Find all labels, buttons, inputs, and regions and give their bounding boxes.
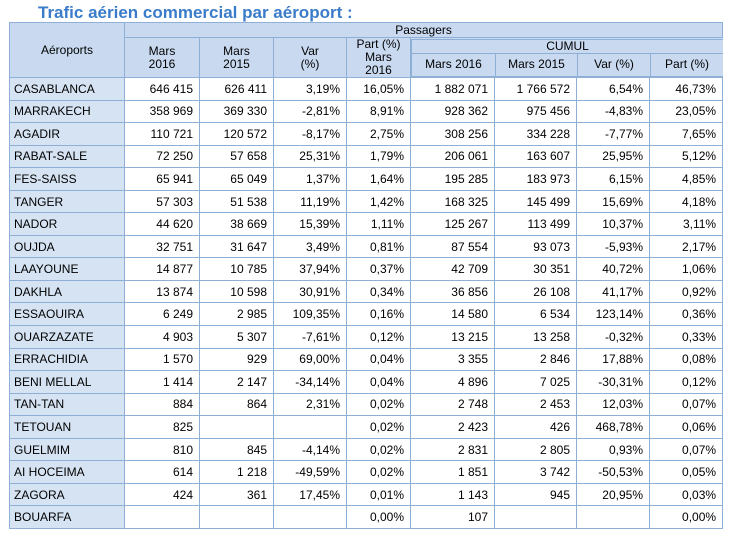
cumul-mars2015-cell (495, 506, 577, 529)
var-cell: -49,59% (274, 461, 347, 484)
airport-cell: ESSAOUIRA (10, 303, 125, 326)
cumul-var-cell: 123,14% (577, 303, 650, 326)
cumul-mars2016-cell: 107 (411, 506, 495, 529)
mars2015-cell: 864 (200, 393, 274, 416)
table-row (10, 483, 723, 506)
airport-cell: AGADIR (10, 123, 125, 146)
cumul-var-cell: 468,78% (577, 416, 650, 439)
part-cell: 0,81% (347, 235, 411, 258)
cumul-part-cell: 4,18% (650, 190, 723, 213)
table-header (10, 23, 723, 78)
airport-cell: OUJDA (10, 235, 125, 258)
cumul-part-cell: 5,12% (650, 145, 723, 168)
cumul-mars2016-cell: 3 355 (411, 348, 495, 371)
cumul-part-cell: 3,11% (650, 213, 723, 236)
cumul-mars2016-cell: 195 285 (411, 168, 495, 191)
mars2016-cell: 810 (125, 438, 200, 461)
cumul-var-cell: -50,53% (577, 461, 650, 484)
table-body (10, 78, 723, 529)
mars2016-cell: 825 (125, 416, 200, 439)
cumul-mars2015-cell: 7 025 (495, 371, 577, 394)
var-header (274, 38, 347, 78)
table-row (10, 123, 723, 146)
mars2016-cell: 424 (125, 483, 200, 506)
table-row (10, 100, 723, 123)
part-cell: 2,75% (347, 123, 411, 146)
mars2016-cell: 1 414 (125, 371, 200, 394)
var-cell: 1,37% (274, 168, 347, 191)
part-cell: 0,34% (347, 280, 411, 303)
part-cell: 1,64% (347, 168, 411, 191)
part-cell: 0,12% (347, 326, 411, 349)
table-row (10, 213, 723, 236)
mars2016-cell: 110 721 (125, 123, 200, 146)
cumul-part-cell: 4,85% (650, 168, 723, 191)
airport-cell: FES-SAISS (10, 168, 125, 191)
var-cell: -2,81% (274, 100, 347, 123)
cumul-part-cell: 0,12% (650, 371, 723, 394)
part-cell: 8,91% (347, 100, 411, 123)
cumul-mars2015-header: Mars 2015 (496, 53, 578, 76)
cumul-mars2015-cell: 30 351 (495, 258, 577, 281)
mars2016-header-line2: 2016 (148, 56, 176, 71)
cumul-part-header: Part (%) (651, 53, 723, 76)
mars2016-cell (125, 506, 200, 529)
table-row (10, 190, 723, 213)
cumul-part-cell: 0,00% (650, 506, 723, 529)
var-cell: 3,49% (274, 235, 347, 258)
airport-cell: AI HOCEIMA (10, 461, 125, 484)
airport-cell: LAAYOUNE (10, 258, 125, 281)
var-cell (274, 506, 347, 529)
cumul-mars2016-cell: 14 580 (411, 303, 495, 326)
table-row (10, 438, 723, 461)
cumul-mars2015-cell: 334 228 (495, 123, 577, 146)
cumul-mars2016-cell: 36 856 (411, 280, 495, 303)
cumul-var-cell: -30,31% (577, 371, 650, 394)
cumul-part-cell: 0,05% (650, 461, 723, 484)
cumul-var-cell: 20,95% (577, 483, 650, 506)
table-row (10, 78, 723, 101)
var-cell: 69,00% (274, 348, 347, 371)
cumul-var-cell: 41,17% (577, 280, 650, 303)
cumul-mars2015-cell: 3 742 (495, 461, 577, 484)
airport-cell: GUELMIM (10, 438, 125, 461)
mars2015-cell: 120 572 (200, 123, 274, 146)
part-cell: 1,11% (347, 213, 411, 236)
mars2015-cell (200, 416, 274, 439)
mars2015-cell: 10 785 (200, 258, 274, 281)
mars2016-header (125, 38, 200, 78)
cumul-part-cell: 46,73% (650, 78, 723, 101)
mars2015-cell: 369 330 (200, 100, 274, 123)
var-cell: 30,91% (274, 280, 347, 303)
mars2015-cell: 2 985 (200, 303, 274, 326)
mars2015-cell: 38 669 (200, 213, 274, 236)
mars2016-cell: 614 (125, 461, 200, 484)
cumul-var-cell (577, 506, 650, 529)
mars2016-cell: 32 751 (125, 235, 200, 258)
cumul-part-cell: 0,92% (650, 280, 723, 303)
table-row (10, 145, 723, 168)
cumul-mars2016-cell: 4 896 (411, 371, 495, 394)
cumul-var-cell: 17,88% (577, 348, 650, 371)
part-cell: 1,79% (347, 145, 411, 168)
cumul-part-cell: 0,33% (650, 326, 723, 349)
cumul-mars2015-cell: 13 258 (495, 326, 577, 349)
mars2015-header (200, 38, 274, 78)
mars2016-cell: 13 874 (125, 280, 200, 303)
cumul-header-block (411, 38, 723, 78)
var-cell: -7,61% (274, 326, 347, 349)
part-header-line3: 2016 (365, 63, 392, 77)
var-cell: 25,31% (274, 145, 347, 168)
cumul-mars2016-cell: 13 215 (411, 326, 495, 349)
mars2016-cell: 57 303 (125, 190, 200, 213)
var-cell: -8,17% (274, 123, 347, 146)
mars2015-header-line1: Mars (223, 43, 250, 58)
cumul-mars2016-cell: 168 325 (411, 190, 495, 213)
var-header-line2: (%) (300, 56, 320, 71)
part-cell: 0,00% (347, 506, 411, 529)
part-header (347, 38, 411, 78)
cumul-var-cell: -5,93% (577, 235, 650, 258)
mars2015-cell: 361 (200, 483, 274, 506)
cumul-mars2016-cell: 1 851 (411, 461, 495, 484)
mars2015-cell: 5 307 (200, 326, 274, 349)
cumul-mars2016-cell: 87 554 (411, 235, 495, 258)
cumul-header: CUMUL (412, 39, 723, 53)
var-cell: 17,45% (274, 483, 347, 506)
cumul-mars2015-cell: 1 766 572 (495, 78, 577, 101)
var-cell: 109,35% (274, 303, 347, 326)
cumul-var-cell: -4,83% (577, 100, 650, 123)
cumul-mars2015-cell: 145 499 (495, 190, 577, 213)
mars2016-cell: 884 (125, 393, 200, 416)
airport-cell: DAKHLA (10, 280, 125, 303)
airport-cell: ERRACHIDIA (10, 348, 125, 371)
mars2015-cell: 31 647 (200, 235, 274, 258)
mars2016-cell: 72 250 (125, 145, 200, 168)
cumul-mars2015-cell: 426 (495, 416, 577, 439)
cumul-mars2015-cell: 975 456 (495, 100, 577, 123)
cumul-mars2016-cell: 308 256 (411, 123, 495, 146)
mars2015-cell: 929 (200, 348, 274, 371)
page-title: Trafic aérien commercial par aéroport : (38, 3, 353, 22)
airport-cell: TAN-TAN (10, 393, 125, 416)
cumul-mars2015-cell: 93 073 (495, 235, 577, 258)
mars2015-cell: 65 049 (200, 168, 274, 191)
cumul-part-cell: 2,17% (650, 235, 723, 258)
mars2016-cell: 14 877 (125, 258, 200, 281)
mars2015-cell: 2 147 (200, 371, 274, 394)
var-cell: 2,31% (274, 393, 347, 416)
var-cell: 15,39% (274, 213, 347, 236)
table-row (10, 235, 723, 258)
table-row (10, 280, 723, 303)
table-row (10, 258, 723, 281)
cumul-var-cell: 6,54% (577, 78, 650, 101)
var-cell (274, 416, 347, 439)
mars2015-cell: 10 598 (200, 280, 274, 303)
cumul-part-cell: 0,36% (650, 303, 723, 326)
cumul-mars2015-cell: 2 453 (495, 393, 577, 416)
part-cell: 0,04% (347, 371, 411, 394)
mars2015-cell: 57 658 (200, 145, 274, 168)
cumul-var-cell: 40,72% (577, 258, 650, 281)
cumul-part-cell: 0,07% (650, 438, 723, 461)
airport-cell: BOUARFA (10, 506, 125, 529)
mars2016-cell: 65 941 (125, 168, 200, 191)
cumul-part-cell: 7,65% (650, 123, 723, 146)
part-cell: 0,04% (347, 348, 411, 371)
mars2015-header-line2: 2015 (223, 56, 250, 71)
cumul-mars2015-cell: 113 499 (495, 213, 577, 236)
mars2015-cell: 1 218 (200, 461, 274, 484)
var-cell: -4,14% (274, 438, 347, 461)
cumul-var-cell: 12,03% (577, 393, 650, 416)
cumul-subtable (411, 39, 723, 77)
cumul-var-cell: 0,93% (577, 438, 650, 461)
part-header-line2: Mars (365, 50, 392, 64)
airport-cell: RABAT-SALE (10, 145, 125, 168)
table-row (10, 326, 723, 349)
cumul-mars2015-cell: 6 534 (495, 303, 577, 326)
cumul-var-cell: -0,32% (577, 326, 650, 349)
traffic-table (9, 22, 723, 529)
mars2015-cell: 51 538 (200, 190, 274, 213)
mars2016-cell: 358 969 (125, 100, 200, 123)
part-cell: 0,01% (347, 483, 411, 506)
part-cell: 16,05% (347, 78, 411, 101)
mars2016-cell: 6 249 (125, 303, 200, 326)
cumul-part-cell: 0,03% (650, 483, 723, 506)
mars2016-cell: 646 415 (125, 78, 200, 101)
airport-cell: OUARZAZATE (10, 326, 125, 349)
table-row (10, 506, 723, 529)
cumul-mars2016-cell: 1 882 071 (411, 78, 495, 101)
airports-header: Aéroports (10, 23, 125, 78)
table-row (10, 303, 723, 326)
part-cell: 1,42% (347, 190, 411, 213)
cumul-mars2015-cell: 2 846 (495, 348, 577, 371)
cumul-var-cell: 6,15% (577, 168, 650, 191)
cumul-var-cell: 15,69% (577, 190, 650, 213)
mars2015-cell: 845 (200, 438, 274, 461)
airport-cell: TANGER (10, 190, 125, 213)
cumul-mars2016-cell: 1 143 (411, 483, 495, 506)
cumul-mars2016-cell: 206 061 (411, 145, 495, 168)
mars2016-cell: 1 570 (125, 348, 200, 371)
cumul-part-cell: 1,06% (650, 258, 723, 281)
part-header-line1: Part (%) (356, 37, 401, 51)
part-cell: 0,02% (347, 461, 411, 484)
table-row (10, 461, 723, 484)
mars2016-header-line1: Mars (148, 43, 176, 58)
cumul-mars2015-cell: 2 805 (495, 438, 577, 461)
part-cell: 0,02% (347, 438, 411, 461)
mars2015-cell (200, 506, 274, 529)
cumul-mars2015-cell: 945 (495, 483, 577, 506)
cumul-var-header: Var (%) (578, 53, 651, 76)
cumul-mars2015-cell: 183 973 (495, 168, 577, 191)
airport-cell: TETOUAN (10, 416, 125, 439)
passagers-header: Passagers (125, 23, 723, 38)
cumul-var-cell: -7,77% (577, 123, 650, 146)
var-cell: 11,19% (274, 190, 347, 213)
airport-cell: ZAGORA (10, 483, 125, 506)
cumul-mars2016-cell: 2 748 (411, 393, 495, 416)
part-cell: 0,37% (347, 258, 411, 281)
cumul-mars2016-header: Mars 2016 (412, 53, 496, 76)
cumul-mars2015-cell: 163 607 (495, 145, 577, 168)
cumul-part-cell: 0,06% (650, 416, 723, 439)
var-cell: 37,94% (274, 258, 347, 281)
cumul-part-cell: 23,05% (650, 100, 723, 123)
cumul-var-cell: 10,37% (577, 213, 650, 236)
var-cell: -34,14% (274, 371, 347, 394)
part-cell: 0,16% (347, 303, 411, 326)
table-row (10, 393, 723, 416)
var-header-line1: Var (301, 43, 319, 58)
airport-cell: NADOR (10, 213, 125, 236)
header-row-group (10, 23, 723, 38)
cumul-mars2015-cell: 26 108 (495, 280, 577, 303)
var-cell: 3,19% (274, 78, 347, 101)
table-row (10, 371, 723, 394)
cumul-part-cell: 0,08% (650, 348, 723, 371)
cumul-mars2016-cell: 2 831 (411, 438, 495, 461)
cumul-mars2016-cell: 928 362 (411, 100, 495, 123)
part-cell: 0,02% (347, 416, 411, 439)
part-cell: 0,02% (347, 393, 411, 416)
airport-cell: BENI MELLAL (10, 371, 125, 394)
table-row (10, 416, 723, 439)
table-row (10, 348, 723, 371)
airport-cell: MARRAKECH (10, 100, 125, 123)
table-row (10, 168, 723, 191)
airport-cell: CASABLANCA (10, 78, 125, 101)
cumul-mars2016-cell: 42 709 (411, 258, 495, 281)
mars2016-cell: 4 903 (125, 326, 200, 349)
mars2015-cell: 626 411 (200, 78, 274, 101)
mars2016-cell: 44 620 (125, 213, 200, 236)
cumul-var-cell: 25,95% (577, 145, 650, 168)
cumul-part-cell: 0,07% (650, 393, 723, 416)
cumul-mars2016-cell: 2 423 (411, 416, 495, 439)
cumul-mars2016-cell: 125 267 (411, 213, 495, 236)
